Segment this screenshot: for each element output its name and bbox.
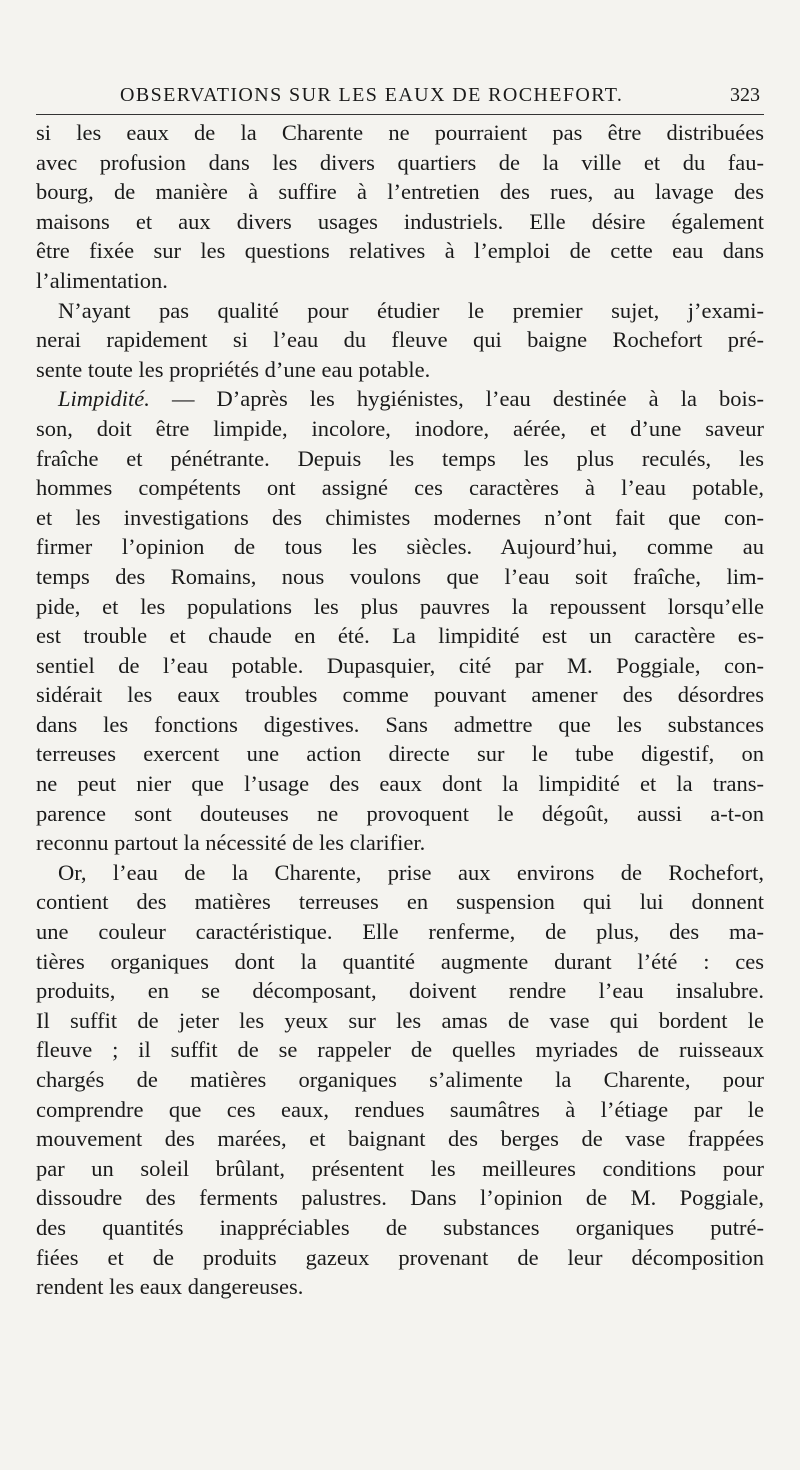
text-line — [36, 1243, 764, 1273]
line-text: hommes compétents ont assigné ces caractères à l’eau potable, — [36, 475, 764, 501]
line-text: rendent les eaux dangereuses. — [36, 1274, 304, 1300]
line-text: Or, l’eau de la Charente, prise aux environs de Rochefort, — [58, 859, 764, 885]
text-line — [36, 858, 764, 888]
line-text: — D’après les hygiénistes, l’eau destinée à la bois- — [149, 386, 764, 412]
running-head: OBSERVATIONS SUR LES EAUX DE ROCHEFORT. — [120, 84, 624, 106]
line-text: sentiel de l’eau potable. Dupasquier, cité par M. Poggiale, con- — [36, 652, 764, 678]
line-text: comprendre que ces eaux, rendues saumâtres à l’étiage par le — [36, 1096, 764, 1122]
text-line — [36, 384, 764, 414]
line-text: et les investigations des chimistes modernes n’ont fait que con- — [36, 504, 764, 530]
line-text: sente toute les propriétés d’une eau potable. — [36, 356, 431, 382]
line-text: tières organiques dont la quantité augmente durant l’été : ces — [36, 948, 764, 974]
text-line — [36, 473, 764, 503]
text-line — [36, 680, 764, 710]
line-text: ne peut nier que l’usage des eaux dont la limpidité et la trans- — [36, 771, 764, 797]
text-line — [36, 739, 764, 769]
text-line — [36, 976, 764, 1006]
line-text: pide, et les populations les plus pauvres la repoussent lorsqu’elle — [36, 593, 764, 619]
line-text: nerai rapidement si l’eau du fleuve qui baigne Rochefort pré- — [36, 327, 764, 353]
line-text: l’alimentation. — [36, 267, 168, 293]
line-text: produits, en se décomposant, doivent rendre l’eau insalubre. — [36, 978, 764, 1004]
text-line — [36, 769, 764, 799]
line-text: son, doit être limpide, incolore, inodore, aérée, et d’une saveur — [36, 415, 764, 441]
line-text: par un soleil brûlant, présentent les meilleures conditions pour — [36, 1155, 764, 1181]
line-text: temps des Romains, nous voulons que l’eau soit fraîche, lim- — [36, 563, 764, 589]
line-text: firmer l’opinion de tous les siècles. Aujourd’hui, comme au — [36, 534, 764, 560]
line-text: être fixée sur les questions relatives à l’emploi de cette eau dans — [36, 238, 764, 264]
page-number: 323 — [730, 84, 760, 106]
text-line — [36, 177, 764, 207]
line-text: fiées et de produits gazeux provenant de leur décomposition — [36, 1244, 764, 1270]
line-text: est trouble et chaude en été. La limpidité est un caractère es- — [36, 623, 764, 649]
text-line — [36, 207, 764, 237]
line-text: une couleur caractéristique. Elle renferme, de plus, des ma- — [36, 919, 764, 945]
line-text: reconnu partout la nécessité de les clarifier. — [36, 830, 426, 856]
line-text: chargés de matières organiques s’alimente la Charente, pour — [36, 1067, 764, 1092]
line-text: des quantités inappréciables de substances organiques putré- — [36, 1214, 764, 1240]
text-line — [36, 1213, 764, 1243]
line-text: si les eaux de la Charente ne pourraient pas être distribuées — [36, 120, 764, 145]
text-line — [36, 266, 764, 296]
line-text: fraîche et pénétrante. Depuis les temps les plus reculés, les — [36, 445, 764, 471]
text-line — [36, 828, 764, 858]
text-line — [36, 503, 764, 533]
text-line — [36, 651, 764, 681]
text-line — [36, 325, 764, 355]
line-text: N’ayant pas qualité pour étudier le premier sujet, j’exami- — [58, 297, 764, 323]
page-header — [36, 80, 764, 110]
text-line — [36, 799, 764, 829]
text-line — [36, 355, 764, 385]
text-line — [36, 562, 764, 592]
body-text — [36, 118, 764, 1302]
line-text: sidérait les eaux troubles comme pouvant amener des désordres — [36, 682, 764, 708]
text-line — [36, 1154, 764, 1184]
line-text: mouvement des marées, et baignant des berges de vase frappées — [36, 1126, 764, 1152]
line-text: dissoudre des ferments palustres. Dans l’opinion de M. Poggiale, — [36, 1185, 764, 1211]
line-text: bourg, de manière à suffire à l’entretien des rues, au lavage des — [36, 179, 764, 205]
section-heading: Limpidité. — [58, 386, 150, 412]
text-line — [36, 236, 764, 266]
text-line — [36, 1035, 764, 1065]
text-line — [36, 1006, 764, 1036]
text-line — [36, 118, 764, 148]
text-line — [36, 592, 764, 622]
line-text: parence sont douteuses ne provoquent le dégoût, aussi a-t-on — [36, 800, 764, 826]
text-line — [36, 148, 764, 178]
text-line — [36, 1183, 764, 1213]
text-line — [36, 532, 764, 562]
text-line — [36, 887, 764, 917]
text-line — [36, 621, 764, 651]
text-line — [36, 710, 764, 740]
line-text: Il suffit de jeter les yeux sur les amas de vase qui bordent le — [36, 1007, 764, 1033]
text-line — [36, 1095, 764, 1125]
line-text: maisons et aux divers usages industriels. Elle désire également — [36, 208, 764, 234]
text-line — [36, 1065, 764, 1095]
text-line — [36, 296, 764, 326]
line-text: fleuve ; il suffit de se rappeler de quelles myriades de ruisseaux — [36, 1037, 764, 1063]
text-line — [36, 1124, 764, 1154]
line-text: avec profusion dans les divers quartiers de la ville et du fau- — [36, 149, 764, 175]
text-line — [36, 1272, 764, 1302]
text-line — [36, 947, 764, 977]
header-rule — [36, 114, 764, 115]
text-line — [36, 444, 764, 474]
line-text: dans les fonctions digestives. Sans admettre que les substances — [36, 711, 764, 737]
text-line — [36, 917, 764, 947]
text-line — [36, 414, 764, 444]
line-text: terreuses exercent une action directe sur le tube digestif, on — [36, 741, 764, 767]
line-text: contient des matières terreuses en suspension qui lui donnent — [36, 889, 764, 915]
